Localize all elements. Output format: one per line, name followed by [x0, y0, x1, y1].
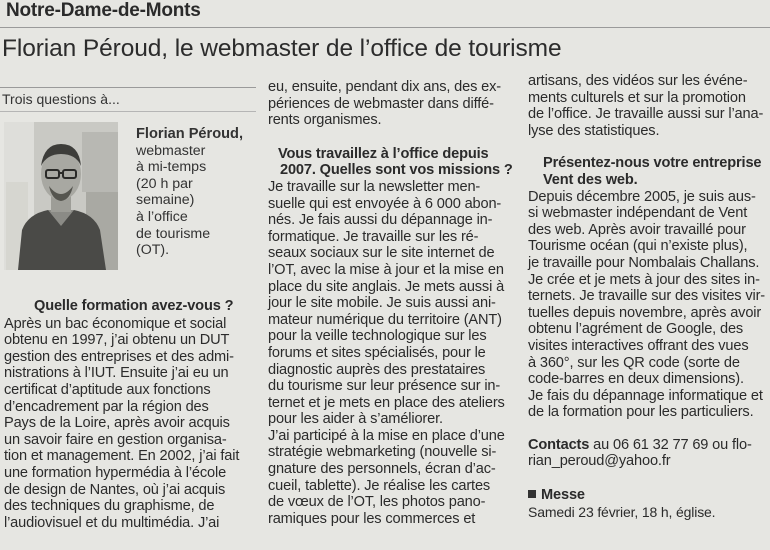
caption-line: à mi-temps	[136, 159, 207, 176]
body-line: si webmaster indépendant de Vent	[528, 205, 748, 222]
brief-title-text: Messe	[541, 487, 585, 504]
body-line: l’audiovisuel et du multimédia. J’ai	[4, 514, 220, 531]
body-line: l’OT, avec la mise à jour et la mise en	[268, 261, 504, 278]
body-line: à 360°, sur les QR code (sorte de	[528, 354, 740, 371]
body-line: lyse des statistiques.	[528, 122, 660, 139]
body-line: ramiques pour les commerces et	[268, 510, 476, 527]
question-2-cont: 2007. Quelles sont vos missions ?	[280, 162, 513, 179]
body-line: Je crée et je mets à jour des sites in-	[528, 271, 760, 288]
body-line: code-barres en deux dimensions).	[528, 371, 744, 388]
body-line: Pays de la Loire, après avoir acquis	[4, 415, 230, 432]
kicker-location: Notre-Dame-de-Monts	[6, 0, 201, 21]
body-line: obtenu l’agrément de Google, des	[528, 321, 744, 338]
body-line: seaux sociaux sur le site internet de	[268, 245, 495, 262]
body-line: stratégie webmarketing (nouvelle si-	[268, 444, 497, 461]
body-line: tuelles depuis novembre, après avoir	[528, 304, 762, 321]
section-rule	[0, 87, 256, 88]
portrait-caption	[136, 126, 246, 259]
body-line: diagnostic auprès des prestataires	[268, 361, 486, 378]
body-line: de design de Nantes, où j’ai acquis	[4, 481, 226, 498]
body-line: certificat d’aptitude aux fonctions	[4, 381, 211, 398]
body-line: rents organismes.	[268, 112, 382, 129]
brief-title	[528, 487, 770, 504]
body-line: obtenu en 1997, j’ai obtenu un DUT	[4, 332, 230, 349]
body-line: pour la veille technologique sur les	[268, 328, 487, 345]
body-line: ternets. Je travaille sur des visites vir-	[528, 288, 766, 305]
body-line: Tourisme océan (qui n’existe plus),	[528, 238, 748, 255]
body-line: forums et sites spécialisés, pour le	[268, 344, 486, 361]
body-line: jour le site mobile. Je suis aussi ani-	[268, 295, 496, 312]
body-line: périences de webmaster dans diffé-	[268, 95, 494, 112]
body-line: ments culturels et sur la promotion	[528, 89, 746, 106]
body-line: nistrations à l’IUT. Ensuite j’ai eu un	[4, 365, 229, 382]
body-line: Je fais du dépannage informatique et	[528, 387, 763, 404]
body-line: mateur numérique du territoire (ANT)	[268, 311, 502, 328]
caption-line: de tourisme	[136, 225, 211, 242]
body-line: des web. Après avoir travaillé pour	[528, 221, 746, 238]
caption-line: webmaster	[136, 142, 206, 159]
column-3	[528, 73, 770, 520]
caption-line: à l’office	[136, 208, 188, 225]
body-line: un savoir faire en gestion organisa-	[4, 431, 227, 448]
body-line: eu, ensuite, pendant dix ans, des ex-	[268, 79, 501, 95]
contacts-phone: au 06 61 32 77 69 ou flo-	[589, 436, 752, 453]
body-line: visites interactives offrant des vues	[528, 337, 749, 354]
kicker-rule	[0, 27, 770, 28]
contacts-email: rian_peroud@yahoo.fr	[528, 453, 671, 470]
column-1	[4, 298, 248, 531]
body-line: de l’office. Je travaille aussi sur l’ana-	[528, 106, 764, 123]
body-line: des techniques du graphisme, de	[4, 498, 215, 515]
contacts-label: Contacts	[528, 436, 590, 453]
body-line: formatique. Je travaille sur les ré-	[268, 228, 479, 245]
article-headline: Florian Péroud, le webmaster de l’office de tourisme	[2, 35, 562, 62]
body-line: suelle qui est envoyée à 6 000 abon-	[268, 195, 502, 212]
body-line: de la formation pour les particuliers.	[528, 404, 754, 421]
body-line: une formation hypermédia à l’école	[4, 464, 227, 481]
body-line: gestion des entreprises et des admi-	[4, 348, 234, 365]
question-3: Présentez-nous votre entreprise	[543, 155, 762, 172]
body-line: cueil, tablette). Je réalise les cartes	[268, 477, 491, 494]
column-2	[268, 79, 514, 527]
section-rule-bottom	[0, 111, 256, 112]
body-line: du tourisme sur leur présence sur in-	[268, 378, 501, 395]
portrait-image	[4, 122, 118, 270]
body-line: d’encadrement par la région des	[4, 398, 209, 415]
body-line: pour les aider à s’améliorer.	[268, 411, 443, 428]
body-line: Après un bac économique et social	[4, 315, 227, 332]
body-line: Depuis décembre 2005, je suis aus-	[528, 188, 756, 205]
body-line: Je travaille sur la newsletter men-	[268, 178, 481, 195]
body-line: artisans, des vidéos sur les événe-	[528, 73, 748, 89]
body-line: ternet et je mets en place des ateliers	[268, 394, 505, 411]
body-line: J’ai participé à la mise en place d’une	[268, 427, 505, 444]
body-line: de vœux de l’OT, les photos pano-	[268, 494, 486, 511]
caption-line: (20 h par	[136, 175, 193, 192]
body-line: nés. Je fais aussi du dépannage in-	[268, 212, 493, 229]
caption-line: semaine)	[136, 192, 195, 209]
section-label: Trois questions à...	[2, 91, 120, 107]
body-line: place du site anglais. Je mets aussi à	[268, 278, 505, 295]
contacts-line	[528, 437, 770, 454]
question-2: Vous travaillez à l’office depuis	[278, 145, 489, 162]
body-line: gnature des personnels, écran d’ac-	[268, 461, 496, 478]
caption-name: Florian Péroud,	[136, 126, 244, 142]
caption-line: (OT).	[136, 242, 170, 259]
question-3-cont: Vent des web.	[543, 171, 638, 188]
portrait-photo	[4, 122, 118, 270]
question-1: Quelle formation avez-vous ?	[34, 298, 234, 314]
body-line: tion et management. En 2002, j’ai fait	[4, 448, 240, 465]
brief-text: Samedi 23 février, 18 h, église.	[528, 503, 716, 520]
body-line: je travaille pour Nombalais Challans.	[528, 254, 760, 271]
bullet-square-icon	[528, 490, 536, 498]
